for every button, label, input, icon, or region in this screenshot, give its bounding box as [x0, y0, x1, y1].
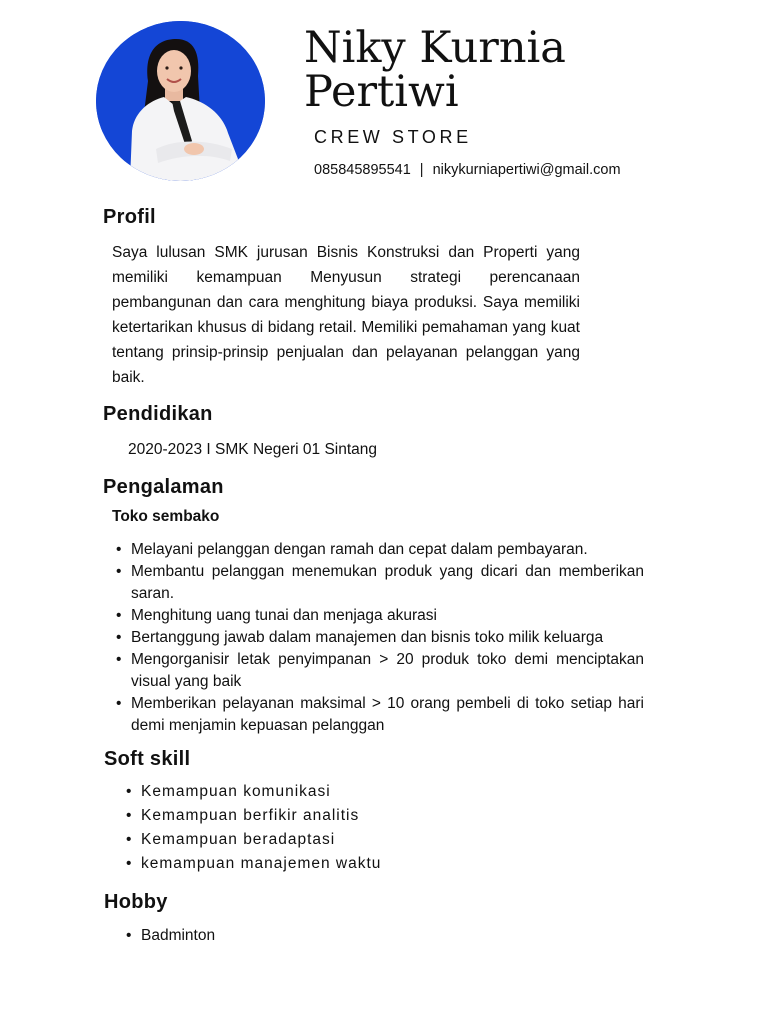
- portrait-illustration: [96, 21, 265, 181]
- section-title-hobby: Hobby: [104, 891, 168, 913]
- list-item: • Kemampuan beradaptasi: [126, 828, 381, 852]
- hobby-list: [126, 925, 215, 947]
- duties-list: [116, 539, 644, 737]
- email-address: nikykurniapertiwi@gmail.com: [432, 162, 621, 178]
- list-item: • Bertanggung jawab dalam manajemen dan bisnis toko milik keluarga: [116, 627, 644, 649]
- name-line-2: Pertiwi: [304, 67, 459, 117]
- section-title-soft-skill: Soft skill: [104, 748, 191, 770]
- name-line-1: Niky Kurnia: [304, 23, 566, 73]
- job-role: CREW STORE: [314, 127, 472, 147]
- section-title-experience: Pengalaman: [103, 476, 224, 498]
- list-item: • Membantu pelanggan menemukan produk yang dicari dan memberikan saran.: [116, 561, 644, 605]
- job-title: Toko sembako: [112, 508, 220, 525]
- list-item: • Kemampuan berfikir analitis: [126, 804, 381, 828]
- contact-info: [314, 162, 621, 178]
- list-item: • Kemampuan komunikasi: [126, 780, 381, 804]
- phone-number: 085845895541: [314, 162, 411, 178]
- list-item: • Memberikan pelayanan maksimal > 10 orang pembeli di toko setiap hari demi menjamin kepuasan pelanggan: [116, 693, 644, 737]
- list-item: • Mengorganisir letak penyimpanan > 20 produk toko demi menciptakan visual yang baik: [116, 649, 644, 693]
- profile-text: Saya lulusan SMK jurusan Bisnis Konstruksi dan Properti yang memiliki kemampuan Menyusun strategi perencanaan pembangunan dan cara menghitung biaya produksi. Saya memiliki ketertarikan khusus di bidang retail. Memiliki pemahaman yang kuat tentang prinsip-prinsip penjualan dan pelayanan pelanggan yang baik.: [112, 244, 580, 386]
- section-title-profile: Profil: [103, 206, 156, 228]
- candidate-name: [304, 23, 724, 117]
- profile-photo: [96, 21, 265, 181]
- list-item: • Badminton: [126, 925, 215, 947]
- section-title-education: Pendidikan: [103, 403, 213, 425]
- soft-skill-list: [126, 780, 381, 876]
- list-item: • Melayani pelanggan dengan ramah dan cepat dalam pembayaran.: [116, 539, 644, 561]
- list-item: • kemampuan manajemen waktu: [126, 852, 381, 876]
- education-entry: 2020-2023 I SMK Negeri 01 Sintang: [128, 441, 378, 458]
- list-item: • Menghitung uang tunai dan menjaga akurasi: [116, 605, 644, 627]
- contact-separator: |: [419, 162, 424, 178]
